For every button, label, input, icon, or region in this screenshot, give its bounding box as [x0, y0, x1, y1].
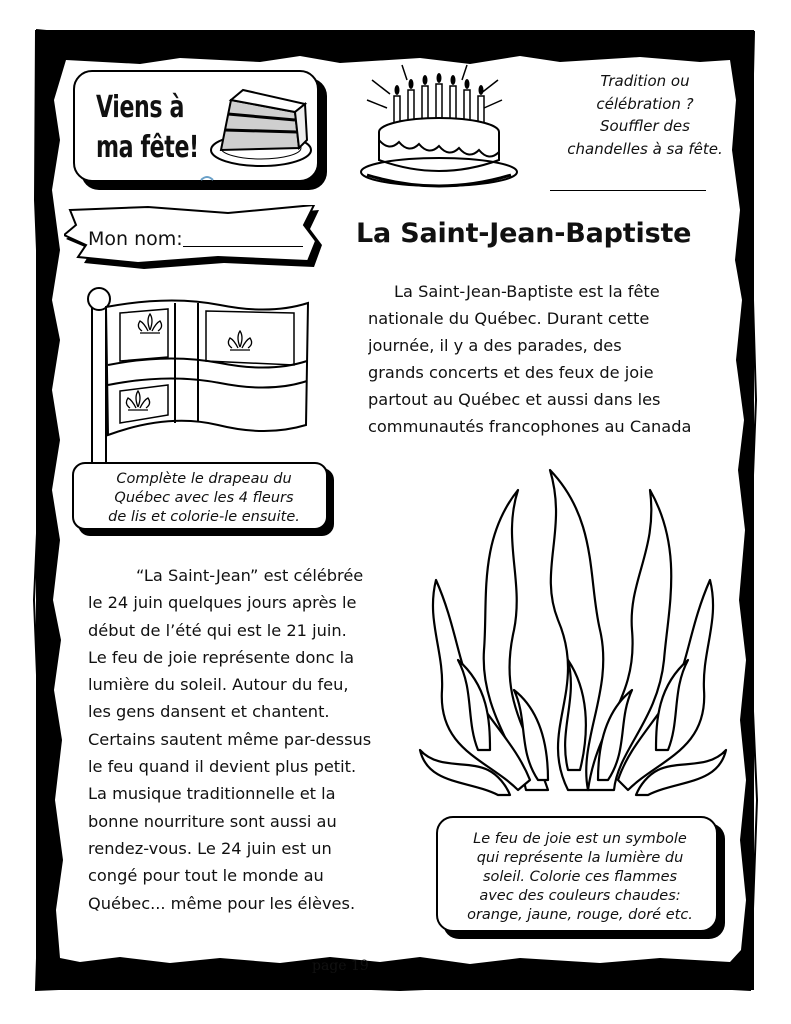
- tradition-line: chandelles à sa fête.: [567, 139, 723, 158]
- caption-line: Québec avec les 4 fleurs: [114, 490, 294, 506]
- intro-paragraph: [368, 278, 700, 440]
- text-line: Certains sautent même par-dessus: [88, 729, 372, 749]
- text-line: le feu quand il devient plus petit.: [88, 757, 357, 777]
- caption-line: orange, jaune, rouge, doré etc.: [467, 907, 693, 923]
- text-line: Québec... même pour les élèves.: [88, 893, 356, 913]
- text-line: La musique traditionnelle et la: [88, 784, 336, 804]
- text-line: journée, il y a des parades, des: [368, 336, 622, 355]
- page-number: page 19: [312, 958, 369, 974]
- text-line: congé pour tout le monde au: [88, 866, 324, 886]
- logo-title: [96, 88, 199, 168]
- logo-line-2: ma fête!: [96, 130, 199, 165]
- text-line: La Saint-Jean-Baptiste est la fête: [394, 282, 660, 301]
- caption-line: qui représente la lumière du: [476, 850, 684, 866]
- text-line: rendez-vous. Le 24 juin est un: [88, 838, 332, 858]
- name-label: Mon nom:: [88, 228, 183, 250]
- flag-caption: [80, 470, 328, 527]
- quebec-flag-icon: [80, 285, 320, 480]
- tradition-answer-line: [550, 190, 706, 191]
- caption-line: de lis et colorie-le ensuite.: [108, 509, 300, 525]
- caption-line: soleil. Colorie ces flammes: [482, 869, 678, 885]
- caption-line: Le feu de joie est un symbole: [473, 831, 687, 847]
- text-line: bonne nourriture sont aussi au: [88, 811, 337, 831]
- text-line: “La Saint-Jean” est célébrée: [136, 566, 364, 585]
- tradition-line: Souffler des: [600, 117, 690, 135]
- page-title: La Saint-Jean-Baptiste: [356, 218, 692, 249]
- main-paragraph: [88, 562, 398, 917]
- text-line: lumière du soleil. Autour du feu,: [88, 675, 349, 695]
- text-line: grands concerts et des feux de joie: [368, 363, 654, 382]
- caption-line: avec des couleurs chaudes:: [479, 888, 681, 904]
- tradition-line: célébration ?: [596, 94, 694, 113]
- birthday-cake-icon: [352, 60, 522, 195]
- text-line: début de l’été qui est le 21 juin.: [88, 620, 347, 640]
- logo-line-1: Viens à: [96, 90, 184, 125]
- name-input[interactable]: [183, 246, 303, 247]
- fire-caption: [446, 830, 714, 925]
- tradition-question: [540, 70, 750, 160]
- text-line: nationale du Québec. Durant cette: [368, 309, 650, 328]
- text-line: Le feu de joie représente donc la: [88, 647, 355, 667]
- caption-line: Complète le drapeau du: [116, 471, 292, 487]
- text-line: le 24 juin quelques jours après le: [88, 593, 357, 613]
- text-line: partout au Québec et aussi dans les: [368, 390, 661, 409]
- bonfire-flames-icon: [418, 450, 728, 810]
- text-line: les gens dansent et chantent.: [88, 702, 330, 722]
- tradition-line: Tradition ou: [600, 72, 690, 90]
- text-line: communautés francophones au Canada: [368, 417, 692, 436]
